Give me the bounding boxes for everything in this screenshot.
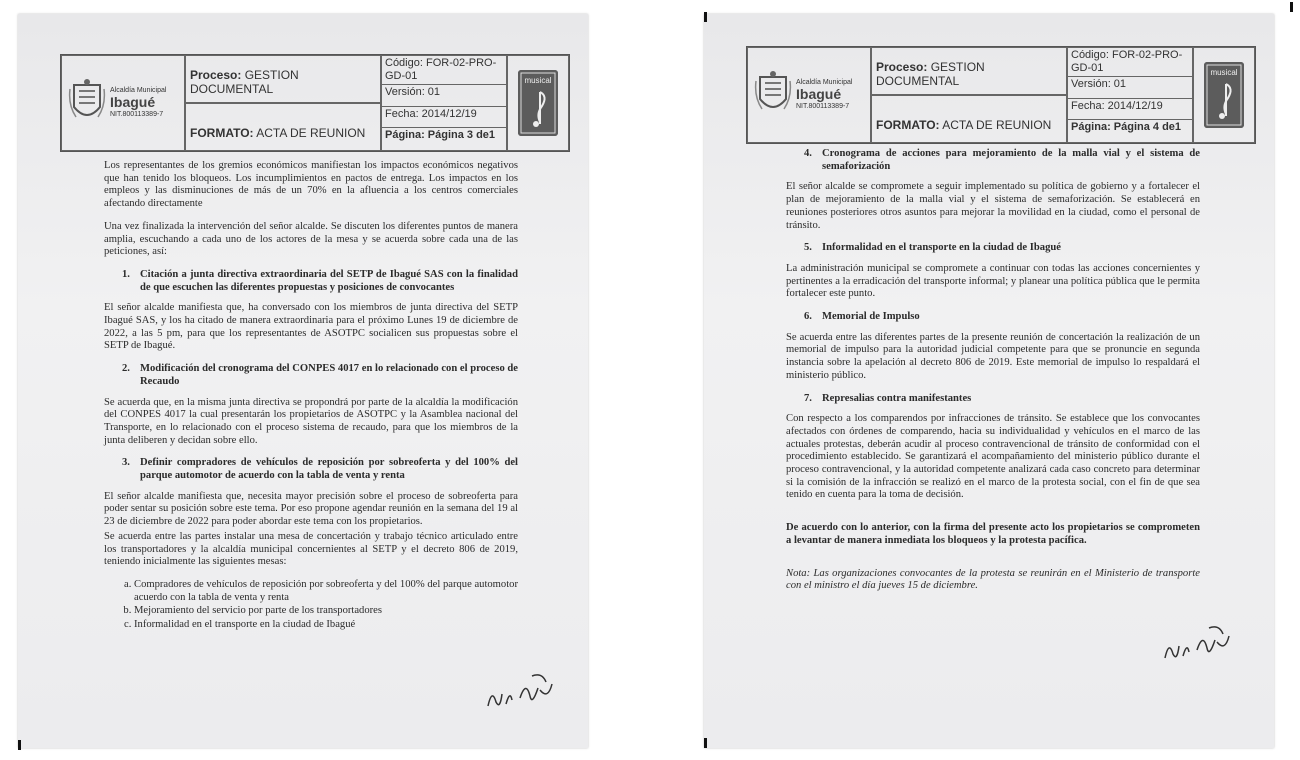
musical-badge — [507, 55, 569, 151]
svg-text:musical: musical — [524, 76, 552, 85]
list-item: c. Informalidad en el transporte en la ciudad de Ibagué — [134, 619, 518, 632]
municipal-logo — [747, 47, 871, 143]
list-item: b. Mejoramiento del servicio por parte de los transportadores — [134, 605, 518, 618]
section-heading: 6. Memorial de Impulso — [804, 311, 920, 323]
section-heading: 7. Represalias contra manifestantes — [804, 392, 972, 404]
signature-mark — [482, 666, 562, 716]
music-logo-icon — [1204, 62, 1244, 128]
process-field: Proceso: GESTION DOCUMENTAL — [871, 47, 1067, 95]
crest-icon — [68, 77, 106, 129]
signature-mark — [1159, 618, 1239, 668]
section-heading: 3. Definir compradores de vehículos de reposición por sobreoferta y del 100% del parque automotor de acuerdo con la tabla de venta y renta — [122, 457, 518, 482]
paragraph: Una vez finalizada la intervención del señor alcalde. Se discuten los diferentes puntos de manera amplia, escuchando a cada uno de los actores de la mesa y se acuerda sobre cada una de las peticiones, así: — [104, 220, 518, 258]
working-tables-list — [104, 579, 518, 632]
format-field: FORMATO: ACTA DE REUNION — [185, 103, 381, 151]
nit-number: NIT.800113389-7 — [110, 110, 164, 118]
format-field: FORMATO: ACTA DE REUNION — [871, 95, 1067, 143]
page-edge — [1290, 2, 1293, 12]
paragraph: Se acuerda entre las diferentes partes de la presente reunión de concertación la realización de un memorial de impulso para la autoridad judicial competente para que se pronuncie en segunda instancia sobre la apelación al decreto 806 de 2019. Este memorial de impulso lo respaldará el ministerio público. — [786, 331, 1200, 381]
paragraph: Los representantes de los gremios económicos manifiestan los impactos económicos negativos que han tenido los bloqueos. Los incumplimientos en pactos de entrega. Los impactos en los empleos y las disminuciones de más de un 70% en la afluencia a los centros comerciales afectando directamente — [104, 160, 518, 210]
paragraph: El señor alcalde se compromete a seguir implementado su política de gobierno y a fortalecer el plan de mejoramiento de la malla vial y el sistema de semaforización. Se establecerá en reuniones posteriores otros asuntos para mejorar la movilidad en la ciudad, como el personal de tránsito. — [786, 181, 1200, 231]
page-edge — [704, 12, 707, 22]
page-edge — [704, 738, 707, 748]
crest-icon — [754, 69, 792, 121]
city-name: Ibagué — [110, 94, 156, 111]
document-header — [746, 46, 1256, 144]
document-page-3 — [18, 14, 588, 748]
document-body — [786, 148, 1200, 603]
version-value: Versión: 01 — [382, 85, 506, 107]
svg-text:musical: musical — [1210, 68, 1238, 77]
page-number: Página: Página 4 de1 — [1071, 121, 1182, 134]
process-field: Proceso: GESTION DOCUMENTAL — [185, 55, 381, 103]
date-value: Fecha: 2014/12/19 — [1068, 99, 1192, 121]
paragraph: Con respecto a los comparendos por infracciones de tránsito. Se establece que los convocantes afectados con órdenes de comparendo, hacia su individualidad y vehículos en el marco de las actuales protestas, deberán acudir al proceso contravencional de tránsito de conformidad con el procedimiento establecido. Se garantizará el acompañamiento del ministerio público durante el proceso contravencional, y la autoridad competente analizará cada caso concreto para determinar si la comisión de la infracción se realizó en el marco de la protesta social, con el fin de que sea tenido en cuenta para la toma de decisión. — [786, 413, 1200, 501]
paragraph: Se acuerda entre las partes instalar una mesa de concertación y trabajo técnico articulado entre los transportadores y la alcaldía municipal concernientes al SETP y el decreto 806 de 2019, teniendo inicialmente las siguientes mesas: — [104, 530, 518, 568]
document-codes — [381, 55, 507, 151]
city-name: Ibagué — [796, 86, 842, 103]
section-heading: 2. Modificación del cronograma del CONPES 4017 en lo relacionado con el proceso de Recaudo — [122, 363, 518, 387]
document-body — [104, 160, 518, 640]
code-value: Código: FOR-02-PRO-GD-01 — [382, 56, 506, 85]
nit-number: NIT.800113389-7 — [796, 102, 850, 110]
paragraph: El señor alcalde manifiesta que, ha conversado con los miembros de junta directiva del SETP Ibagué SAS, y los ha citado de manera extraordinaria para el próximo Lunes 19 de diciembre de 2022, a las 5 pm, para que los representantes de ASOTPC socialicen sus propuestas sobre el SETP de Ibagué. — [104, 302, 518, 352]
document-page-4 — [704, 14, 1274, 748]
document-codes — [1067, 47, 1193, 143]
municipal-logo — [61, 55, 185, 151]
document-header — [60, 54, 570, 152]
paragraph: La administración municipal se compromete a continuar con todas las acciones concernientes y pertinentes a la erradicación del transporte informal; y planear una política pública que le permita fortalecer este punto. — [786, 262, 1200, 300]
paragraph: Se acuerda que, en la misma junta directiva se propondrá por parte de la alcaldía la modificación del CONPES 4017 la cual presentarán los propietarios de ASOTPC y la Asamblea nacional del Transporte, en lo relacionado con el proceso sistema de recaudo, para que los miembros de la junta deliberen y decidan sobre ello. — [104, 396, 518, 446]
section-heading: 4. Cronograma de acciones para mejoramiento de la malla vial y el sistema de semaforización — [804, 148, 1200, 172]
page-number: Página: Página 3 de1 — [385, 129, 496, 142]
music-logo-icon — [518, 70, 558, 136]
section-heading: 5. Informalidad en el transporte en la ciudad de Ibagué — [804, 242, 1061, 254]
date-value: Fecha: 2014/12/19 — [382, 107, 506, 129]
note: Nota: Las organizaciones convocantes de la protesta se reunirán en el Ministerio de transporte con el ministro el día jueves 15 de diciembre. — [786, 567, 1200, 592]
code-value: Código: FOR-02-PRO-GD-01 — [1068, 48, 1192, 77]
musical-badge — [1193, 47, 1255, 143]
version-value: Versión: 01 — [1068, 77, 1192, 99]
list-item: a. Compradores de vehículos de reposición por sobreoferta y del 100% del parque automotor acuerdo con la tabla de venta y renta — [134, 579, 518, 604]
institution-name: Alcaldía Municipal — [110, 86, 167, 94]
section-heading: 1. Citación a junta directiva extraordinaria del SETP de Ibagué SAS con la finalidad de que escuchen las diferentes propuestas y posiciones de convocantes — [122, 268, 518, 293]
paragraph: El señor alcalde manifiesta que, necesita mayor precisión sobre el proceso de sobreoferta para poder sentar su posición sobre este tema. Por eso propone agendar reunión en la semana del 19 al 23 de diciembre de 2022 para poder abordar este tema con los propietarios. — [104, 490, 518, 528]
closing-statement: De acuerdo con lo anterior, con la firma del presente acto los propietarios se comprometen a levantar de manera inmediata los bloqueos y la protesta pacífica. — [786, 522, 1200, 546]
institution-name: Alcaldía Municipal — [796, 78, 853, 86]
page-edge — [18, 740, 21, 750]
